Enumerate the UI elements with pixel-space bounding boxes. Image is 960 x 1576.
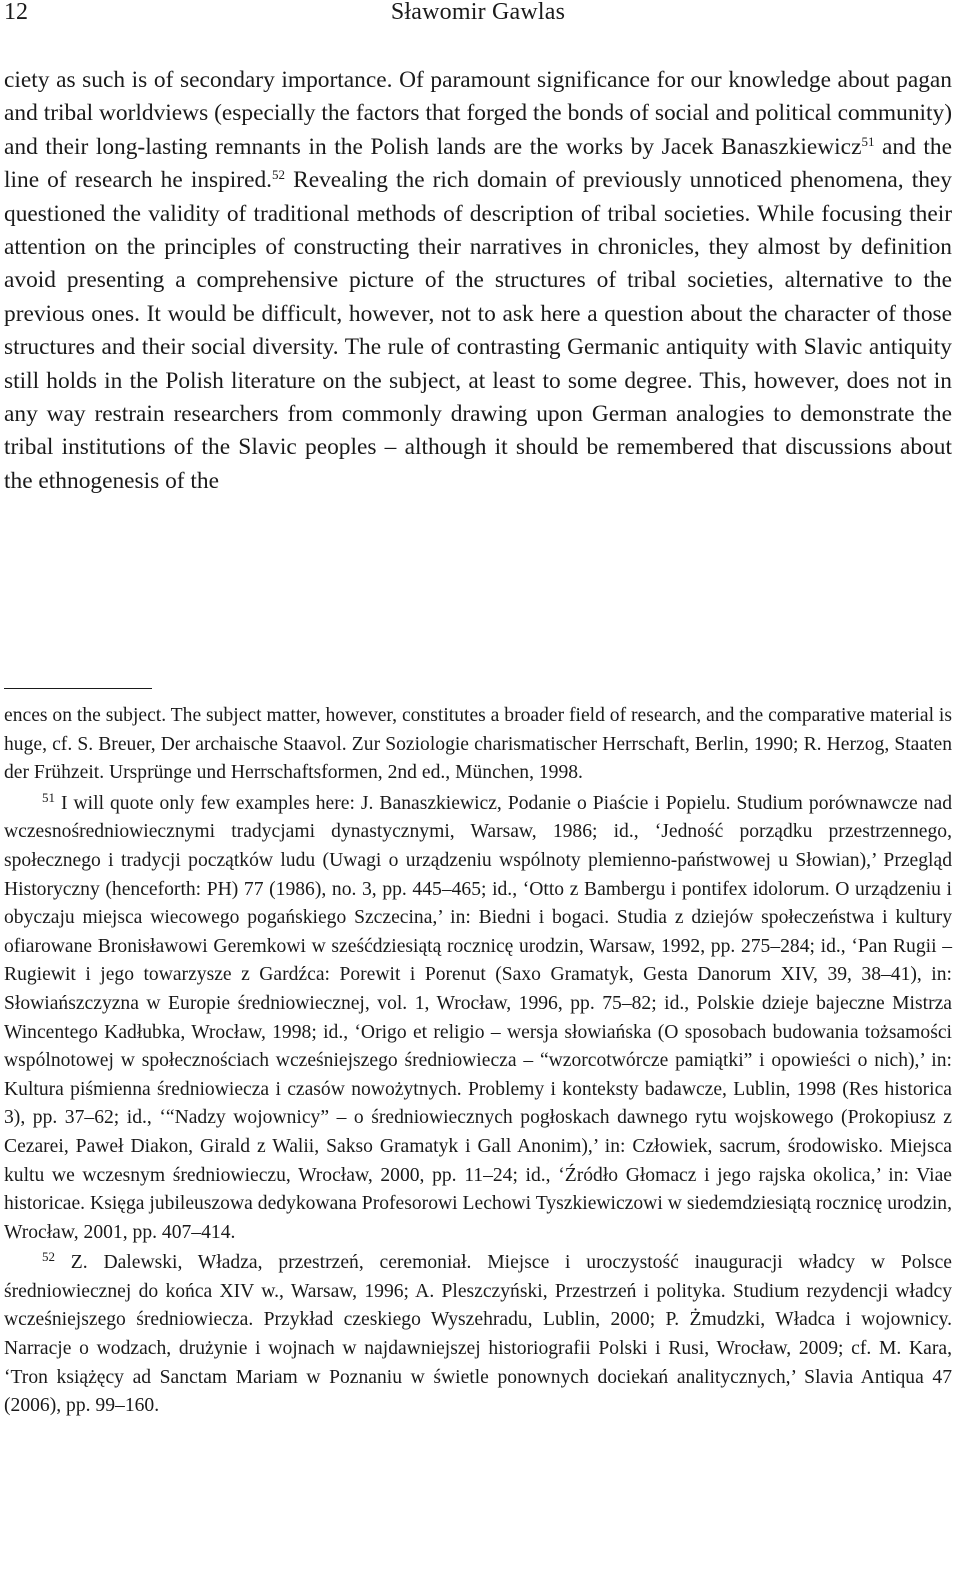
footnote-52 [4, 1249, 952, 1421]
footnote-number-51: 51 [42, 789, 55, 805]
footnote-ref-52[interactable]: 52 [272, 167, 286, 183]
body-text-part-3: Revealing the rich domain of previously unnoticed phenomena, they questioned the validity of traditional methods of description of tribal societies. While focusing their attention on the principles of constructing their narratives in chronicles, they almost by definition avoid presenting a comprehensive picture of the structures of tribal societies, alternative to the previous ones. It would be difficult, however, not to ask here a question about the character of those structures and their social diversity. The rule of contrasting Germanic antiquity with Slavic antiquity still holds in the Polish literature on the subject, at least to some degree. This, however, does not in any way restrain researchers from commonly drawing upon German analogies to demonstrate the tribal institutions of the Slavic peoples – although it should be remembered that discussions about the ethnogenesis of the [4, 167, 952, 494]
footnote-51 [4, 790, 952, 1248]
footnote-separator [4, 688, 152, 689]
footnote-continued: ences on the subject. The subject matter, however, constitutes a broader field of research, and the comparative material is huge, cf. S. Breuer, Der archaische Staavol. Zur Soziologie charismatischer Herrschaft, Berlin, 1990; R. Herzog, Staaten der Frühzeit. Ursprünge und Herrschaftsformen, 2nd ed., München, 1998. [4, 705, 952, 784]
footnote-text-51: I will quote only few examples here: J. Banaszkiewicz, Podanie o Piaście i Popielu. Studium porównawcze nad wczesnośredniowiecznymi tradycjami dynastycznymi, Warsaw, 1986; id., ‘Jedność porządku przestrzennego, społecznego i tradycji początków ludu (Uwagi o urządzeniu wspólnoty plemienno-państwowej u Słowian),’ Przegląd Historyczny (henceforth: PH) 77 (1986), no. 3, pp. 445–465; id., ‘Otto z Bambergu i pontifex idolorum. O urządzeniu i obyczaju miejsca wiecowego pogańskiego Szczecina,’ in: Biedni i bogaci. Studia z dziejów społeczeństwa i kultury ofiarowane Bronisławowi Geremkowi w sześćdziesiątą rocznicę urodzin, Warsaw, 1992, pp. 275–284; id., ‘Pan Rugii – Rugiewit i jego towarzysze z Gardźca: Porewit i Porenut (Saxo Gramatyk, Gesta Danorum XIV, 39, 38–41), in: Słowiańszczyzna w Europie średniowiecznej, vol. 1, Wrocław, 1996, pp. 75–82; id., Polskie dzieje bajeczne Mistrza Wincentego Kadłubka, Wrocław, 1998; id., ‘Origo et religio – wersja słowiańska (O sposobach budowania tożsamości wspólnotowej w społecznościach wcześniejszego średniowiecza – “wzorcotwórcze pamiątki” i opowieści o nich),’ in: Kultura piśmienna średniowiecza i czasów nowożytnych. Problemy i konteksty badawcze, Lublin, 1998 (Res historica 3), pp. 37–62; id., ‘“Nadzy wojownicy” – o średniowiecznych pogłoskach dawnego rytu wojskowego (Prokopiusz z Cezarei, Paweł Diakon, Girald z Walii, Sakso Gramatyk i Gall Anonim),’ in: Człowiek, sacrum, środowisko. Miejsca kultu we wczesnym średniowieczu, Wrocław, 2000, pp. 11–24; id., ‘Źródło Głomacz i jego rajska okolica,’ in: Viae historicae. Księga jubileuszowa dedykowana Profesorowi Lechowi Tyszkiewiczowi w siedemdziesiątą rocznicę urodzin, Wrocław, 2001, pp. 407–414. [4, 792, 952, 1243]
page-number: 12 [4, 0, 28, 25]
footnote-text-52: Z. Dalewski, Władza, przestrzeń, ceremoniał. Miejsce i uroczystość inauguracji władcy w Polsce średniowiecznej do końca XIV w., Warsaw, 1996; A. Pleszczyński, Przestrzeń i polityka. Studium rezydencji władcy wcześniejszego średniowiecza. Przykład czeskiego Wyszehradu, Lublin, 2000; P. Żmudzki, Władca i wojownicy. Narracje o wodzach, drużynie i wojnach w najdawniejszej historiografii Polski i Rusi, Wrocław, 2009; cf. M. Kara, ‘Tron książęcy ad Sanctam Mariam w Poznaniu w świetle ponownych dociekań analitycznych,’ Slavia Antiqua 47 (2006), pp. 99–160. [4, 1252, 952, 1417]
footnote-ref-51[interactable]: 51 [861, 133, 875, 149]
running-title: Sławomir Gawlas [390, 0, 566, 25]
body-text-part-2: and the line of research he inspired. [4, 133, 952, 194]
body-text-part-1: ciety as such is of secondary importance. Of paramount significance for our knowledge about pagan and tribal worldviews (especially the factors that forged the bonds of social and political community) and their long-lasting remnants in the Polish lands are the works by Jacek Banaszkiewicz [4, 67, 952, 160]
body-paragraph [4, 64, 952, 498]
running-head [4, 0, 952, 34]
page [4, 0, 952, 498]
footnotes [4, 702, 952, 1423]
footnote-number-52: 52 [42, 1249, 55, 1265]
